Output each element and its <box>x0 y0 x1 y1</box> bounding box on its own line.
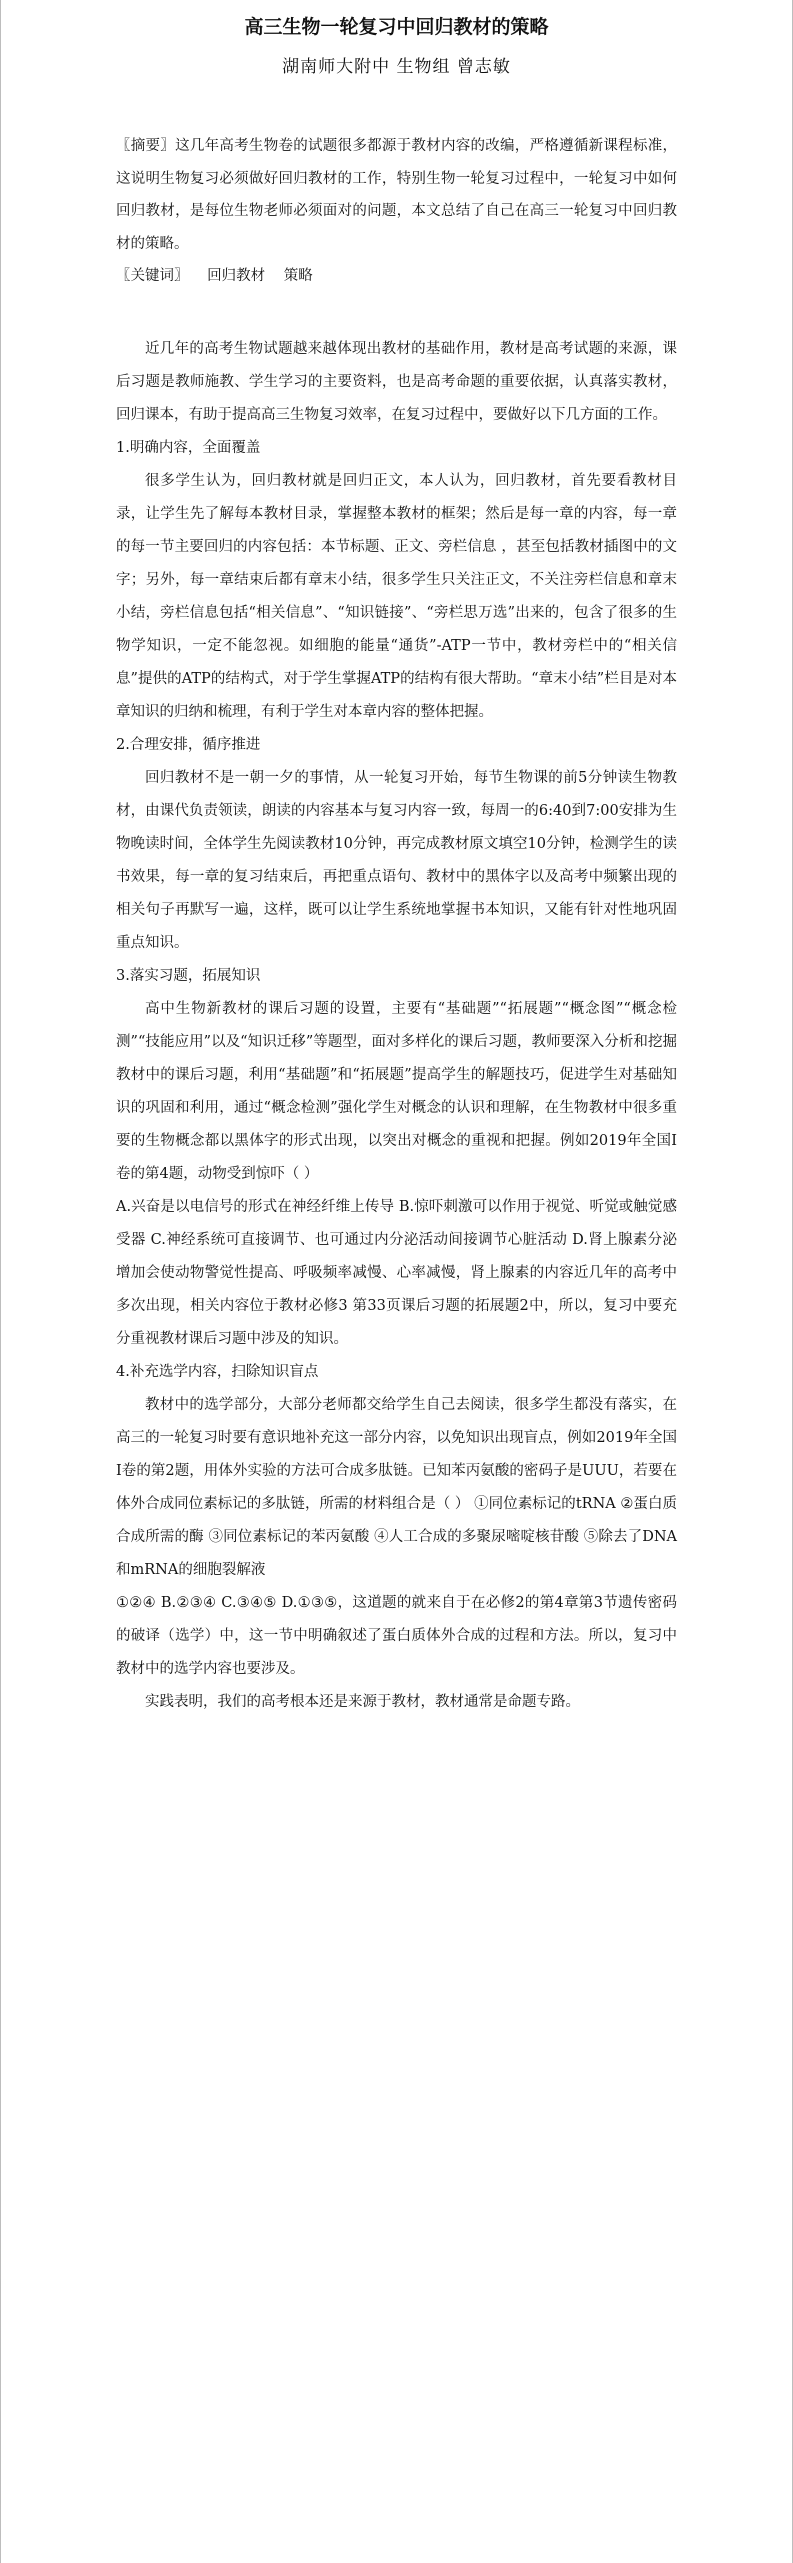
author-line: 湖南师大附中 生物组 曾志敏 <box>282 57 511 77</box>
keyword-item: 回归教材 <box>207 268 266 284</box>
section-paragraph: 很多学生认为，回归教材就是回归正文，本人认为，回归教材，首先要看教材目录，让学生先了解每本教材目录，掌握整本教材的框架；然后是每一章的内容，每一章的每一节主要回归的内容包括：本节标题、正文、旁栏信息 ，甚至包括教材插图中的文字；另外，每一章结束后都有章末小结，很多学生只关注正文，不关注旁栏信息和章末小结，旁栏信息包括“相关信息”、“知识链接”、“旁栏思万选”出来的，包含了很多的生物学知识，一定不能忽视。如细胞的能量“通货”-ATP一节中，教材旁栏中的“相关信息”提供的ATP的结构式，对于学生掌握ATP的结构有很大帮助。“章末小结”栏目是对本章知识的归纳和梳理，有利于学生对本章内容的整体把握。 <box>116 472 677 720</box>
section-paragraph: 回归教材不是一朝一夕的事情，从一轮复习开始，每节生物课的前5分钟读生物教材，由课代负责领读，朗读的内容基本与复习内容一致，每周一的6:40到7:00安排为生物晚读时间，全体学生先阅读教材10分钟，再完成教材原文填空10分钟，检测学生的读书效果，每一章的复习结束后，再把重点语句、教材中的黑体字以及高考中频繁出现的相关句子再默写一遍，这样，既可以让学生系统地掌握书本知识，又能有针对性地巩固重点知识。 <box>116 769 677 951</box>
keywords-line <box>116 260 677 293</box>
intro-paragraph: 近几年的高考生物试题越来越体现出教材的基础作用，教材是高考试题的来源，课后习题是教师施教、学生学习的主要资料，也是高考命题的重要依据，认真落实教材，回归课本，有助于提高高三生物复习效率，在复习过程中，要做好以下几方面的工作。 <box>116 340 677 423</box>
section-heading: 4.补充选学内容，扫除知识盲点 <box>116 1363 319 1380</box>
conclusion-paragraph: 实践表明，我们的高考根本还是来源于教材，教材通常是命题专路。 <box>145 1693 580 1710</box>
section-heading: 1.明确内容，全面覆盖 <box>116 439 261 456</box>
section-paragraph: 教材中的选学部分，大部分老师都交给学生自己去阅读，很多学生都没有落实，在高三的一轮复习时要有意识地补充这一部分内容，以免知识出现盲点，例如2019年全国Ⅰ卷的第2题，用体外实验的方法可合成多肽链。已知苯丙氨酸的密码子是UUU，若要在体外合成同位素标记的多肽链，所需的材料组合是（ ） ①同位素标记的tRNA ②蛋白质合成所需的酶 ③同位素标记的苯丙氨酸 ④人工合成的多聚尿嘧啶核苷酸 ⑤除去了DNA和mRNA的细胞裂解液 <box>116 1396 677 1578</box>
document-title: 高三生物一轮复习中回归教材的策略 <box>244 16 549 38</box>
abstract-text: 〖摘要〗这几年高考生物卷的试题很多都源于教材内容的改编，严格遵循新课程标准，这说明生物复习必须做好回归教材的工作，特别生物一轮复习过程中，一轮复习中如何回归教材，是每位生物老师必须面对的问题，本文总结了自己在高三一轮复习中回归教材的策略。 <box>116 138 677 252</box>
section-1 <box>116 432 677 729</box>
section-2 <box>116 729 677 960</box>
section-heading: 3.落实习题，拓展知识 <box>116 967 261 984</box>
section-4 <box>116 1356 677 1686</box>
section-3 <box>116 960 677 1356</box>
question-options: ①②④ B.②③④ C.③④⑤ D.①③⑤，这道题的就来自于在必修2的第4章第3节遗传密码的破译（选学）中，这一节中明确叙述了蛋白质体外合成的过程和方法。所以，复习中教材中的选学内容也要涉及。 <box>116 1594 677 1677</box>
section-paragraph: 高中生物新教材的课后习题的设置，主要有“基础题”“拓展题”“概念图”“概念检测”“技能应用”以及“知识迁移”等题型，面对多样化的课后习题，教师要深入分析和挖掘教材中的课后习题，利用“基础题”和“拓展题”提高学生的解题技巧，促进学生对基础知识的巩固和利用，通过“概念检测”强化学生对概念的认识和理解，在生物教材中很多重要的生物概念都以黑体字的形式出现，以突出对概念的重视和把握。例如2019年全国Ⅰ卷的第4题，动物受到惊吓（ ） <box>116 1000 677 1182</box>
keyword-item: 策略 <box>283 268 313 284</box>
keywords-label: 〖关键词〗 <box>116 268 189 284</box>
section-heading: 2.合理安排，循序推进 <box>116 736 261 753</box>
question-options: A.兴奋是以电信号的形式在神经纤维上传导 B.惊吓刺激可以作用于视觉、听觉或触觉感受器 C.神经系统可直接调节、也可通过内分泌活动间接调节心脏活动 D.肾上腺素分泌增加会使动物警觉性提高、呼吸频率减慢、心率减慢，肾上腺素的内容近几年的高考中多次出现，相关内容位于教材必修3 第33页课后习题的拓展题2中，所以，复习中要充分重视教材课后习题中涉及的知识。 <box>116 1198 677 1347</box>
